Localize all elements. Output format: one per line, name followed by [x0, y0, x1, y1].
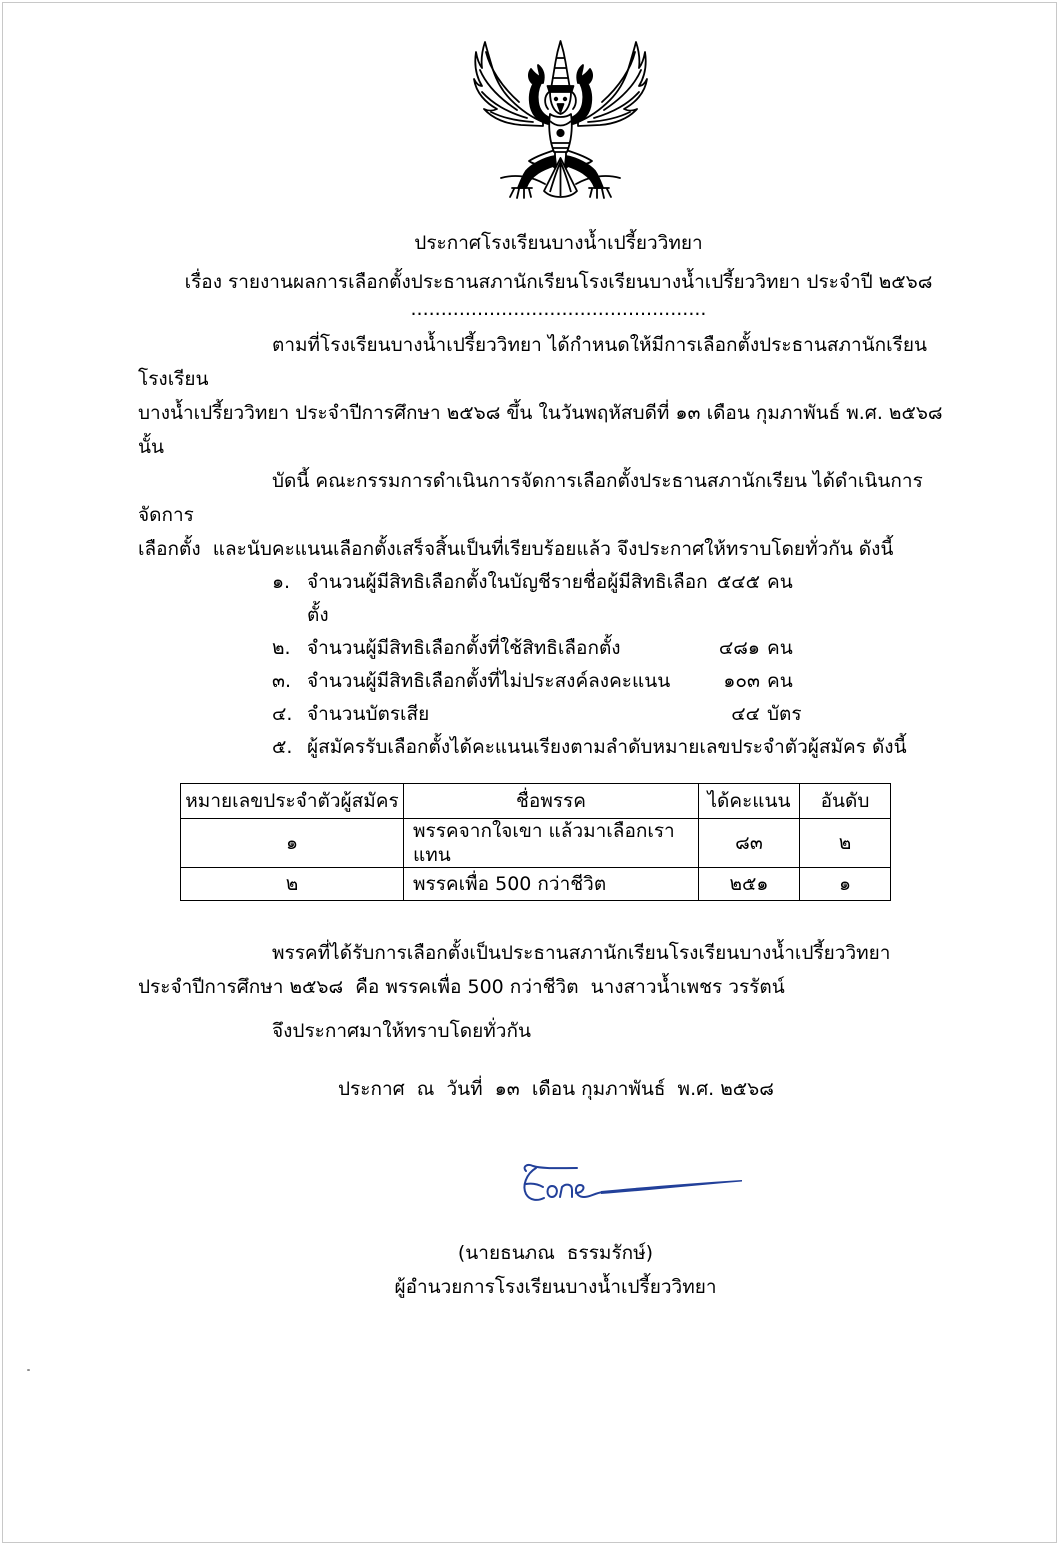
- header-rank: อันดับ: [800, 784, 891, 819]
- header-votes: ได้คะแนน: [699, 784, 800, 819]
- cell-candidate-number: ๒: [181, 868, 404, 901]
- garuda-emblem: [473, 38, 648, 203]
- signature-tail: [601, 1180, 742, 1194]
- results-table: [180, 783, 891, 901]
- results-table-body: [181, 819, 891, 901]
- intro-line-4: เลือกตั้ง และนับคะแนนเลือกตั้งเสร็จสิ้นเป็นที่เรียบร้อยแล้ว จึงประกาศให้ทราบโดยทั่วกัน ดังนี้: [138, 538, 894, 560]
- stat-label: ผู้สมัครรับเลือกตั้งได้คะแนนเรียงตามลำดับหมายเลขประจำตัวผู้สมัคร ดังนี้: [307, 736, 907, 758]
- intro-line-1: ตามที่โรงเรียนบางน้ำเปรี้ยววิทยา ได้กำหนดให้มีการเลือกตั้งประธานสภานักเรียนโรงเรียน: [138, 334, 927, 390]
- scan-speck: [27, 1369, 30, 1371]
- stat-no-vote: [138, 665, 968, 698]
- stat-unit: คน: [767, 670, 793, 692]
- closing-statement: จึงประกาศมาให้ทราบโดยทั่วกัน: [272, 1020, 531, 1042]
- table-row: [181, 819, 891, 868]
- cell-party-name: พรรคจากใจเขา แล้วมาเลือกเราแทน: [404, 819, 699, 868]
- cell-party-name: พรรคเพื่อ 500 กว่าชีวิต: [404, 868, 699, 901]
- stat-candidate-results-intro: [138, 731, 968, 764]
- announcement-body: [138, 328, 968, 1106]
- header-party-name: ชื่อพรรค: [404, 784, 699, 819]
- conclusion-line-1: พรรคที่ได้รับการเลือกตั้งเป็นประธานสภานักเรียนโรงเรียนบางน้ำเปรี้ยววิทยา: [272, 942, 891, 964]
- garuda-face: [550, 92, 571, 114]
- signatory-position: ผู้อำนวยการโรงเรียนบางน้ำเปรี้ยววิทยา: [394, 1276, 717, 1298]
- announcement-title: ประกาศโรงเรียนบางน้ำเปรี้ยววิทยา: [414, 232, 703, 254]
- stat-value: ๔๔: [731, 703, 760, 725]
- signatory-name: (นายธนภณ ธรรมรักษ์): [457, 1242, 654, 1264]
- stat-label: จำนวนผู้มีสิทธิเลือกตั้งที่ใช้สิทธิเลือกตั้ง: [307, 637, 621, 659]
- intro-line-2: บางน้ำเปรี้ยววิทยา ประจำปีการศึกษา ๒๕๖๘ ขึ้น ในวันพฤหัสบดีที่ ๑๓ เดือน กุมภาพันธ์ พ.ศ. ๒๕๖๘ นั้น: [138, 402, 949, 458]
- cell-votes: ๒๕๑: [699, 868, 800, 901]
- stat-unit: บัตร: [767, 703, 802, 725]
- stat-voters-turnout: [138, 632, 968, 665]
- garuda-left-half: [474, 42, 556, 198]
- stat-number: ๒.: [272, 637, 291, 659]
- stat-unit: คน: [767, 571, 793, 593]
- dotted-separator: .................................................: [410, 298, 707, 320]
- stat-eligible-voters: [138, 566, 968, 632]
- header-candidate-number: หมายเลขประจำตัวผู้สมัคร: [181, 784, 404, 819]
- garuda-body: [549, 114, 572, 152]
- signature-area: [513, 1156, 748, 1211]
- stat-invalid-ballots: [138, 698, 968, 731]
- stat-unit: คน: [767, 637, 793, 659]
- stat-value: ๔๘๑: [718, 637, 760, 659]
- cell-candidate-number: ๑: [181, 819, 404, 868]
- stat-number: ๑.: [272, 571, 291, 593]
- garuda-crown: [548, 41, 574, 92]
- cell-rank: ๑: [800, 868, 891, 901]
- stat-number: ๕.: [272, 736, 293, 758]
- emblem-area: [473, 38, 648, 203]
- cell-rank: ๒: [800, 819, 891, 868]
- stat-label: จำนวนผู้มีสิทธิเลือกตั้งในบัญชีรายชื่อผู้มีสิทธิเลือกตั้ง: [307, 571, 708, 626]
- stat-value: ๕๔๕: [716, 571, 760, 593]
- conclusion-line-2: ประจำปีการศึกษา ๒๕๖๘ คือ พรรคเพื่อ 500 กว่าชีวิต นางสาวน้ำเพชร วรรัตน์: [138, 976, 785, 998]
- stat-value: ๑๐๓: [723, 670, 760, 692]
- table-row: [181, 868, 891, 901]
- stat-label: จำนวนบัตรเสีย: [307, 703, 430, 725]
- stat-number: ๔.: [272, 703, 293, 725]
- announcement-subject: เรื่อง รายงานผลการเลือกตั้งประธานสภานักเรียนโรงเรียนบางน้ำเปรี้ยววิทยา ประจำปี ๒๕๖๘: [184, 271, 933, 293]
- cell-votes: ๘๓: [699, 819, 800, 868]
- stat-label: จำนวนผู้มีสิทธิเลือกตั้งที่ไม่ประสงค์ลงคะแนน: [307, 670, 671, 692]
- intro-line-3: บัดนี้ คณะกรรมการดำเนินการจัดการเลือกตั้งประธานสภานักเรียน ได้ดำเนินการจัดการ: [138, 470, 923, 526]
- garuda-right-half: [565, 42, 647, 198]
- results-table-head: [181, 784, 891, 819]
- handwritten-signature: [513, 1156, 748, 1211]
- table-header-row: [181, 784, 891, 819]
- stat-number: ๓.: [272, 670, 292, 692]
- signature-strokes: [524, 1165, 603, 1200]
- announcement-date: ประกาศ ณ วันที่ ๑๓ เดือน กุมภาพันธ์ พ.ศ. ๒๕๖๘: [338, 1078, 774, 1100]
